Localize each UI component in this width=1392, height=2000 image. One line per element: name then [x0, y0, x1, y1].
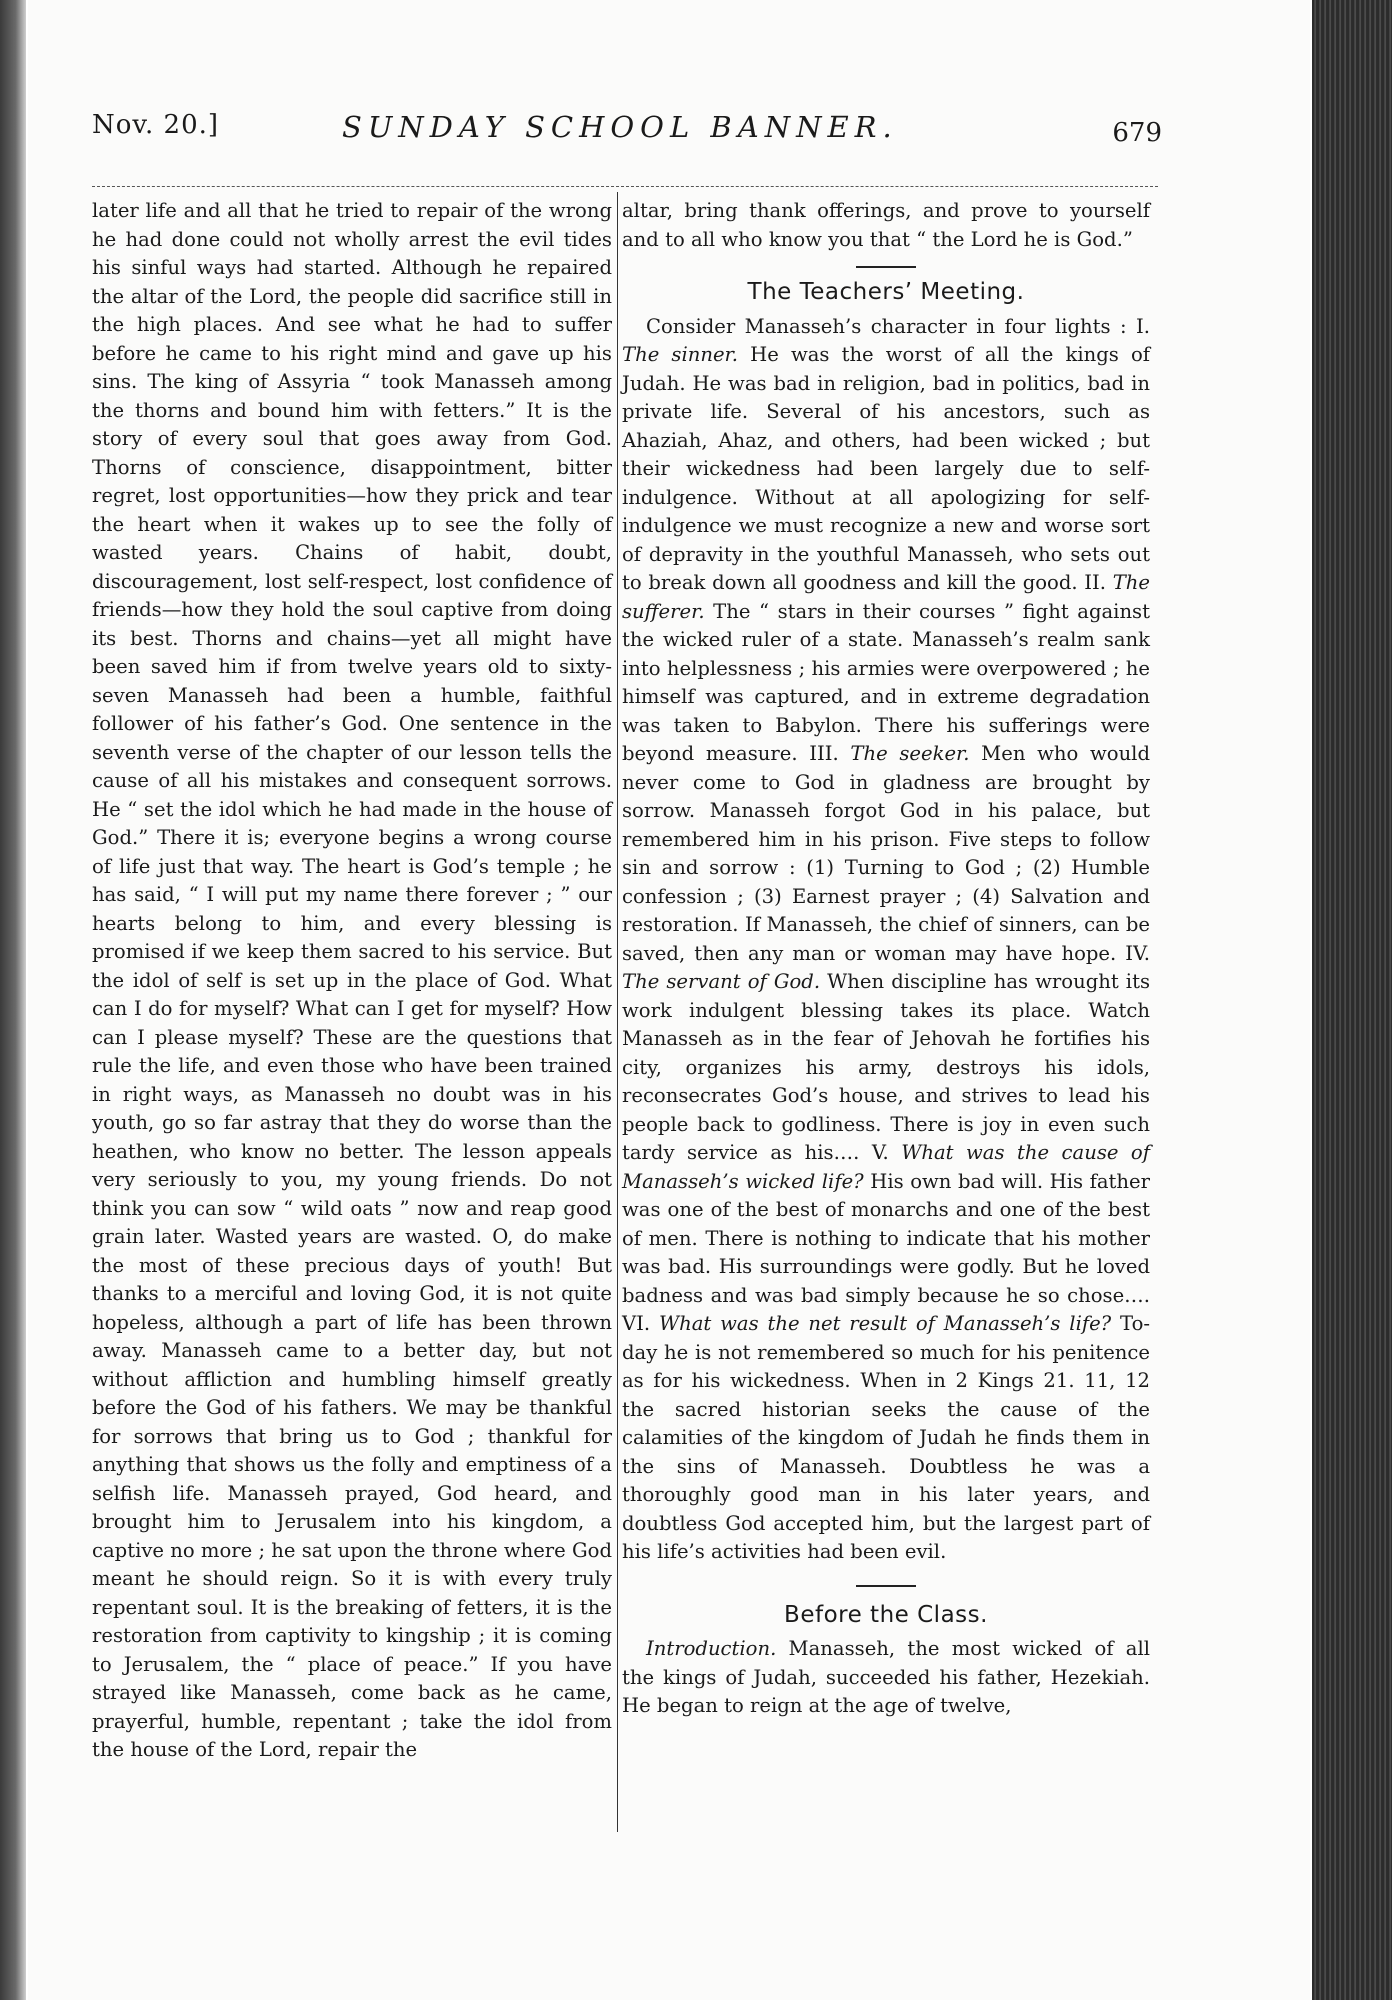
section-heading-teachers-meeting: The Teachers’ Meeting.	[747, 279, 1025, 305]
italic-run: What was the net result of Manasseh’s life?	[658, 1312, 1112, 1335]
header-rule	[92, 186, 1158, 187]
text-run: His own bad will. His father was one of the best of monarchs and one of the best of men. There is nothing to indicate that his mother was bad. His surroundings were godly. But he loved badness and was bad simply because he so chose…. VI.	[622, 1169, 1150, 1335]
italic-run: The servant of God.	[622, 970, 821, 993]
before-the-class-paragraph	[622, 1635, 1150, 1721]
teachers-meeting-paragraph	[622, 313, 1150, 1567]
page-number: 679	[1112, 118, 1162, 148]
text-run: The “ stars in their courses ” fight against the wicked ruler of a state. Manasseh’s realm sank into helplessness ; his armies were overpowered ; he himself was captured, and in extreme degradation was taken to Babylon. There his sufferings were beyond measure. III.	[622, 599, 1150, 765]
section-rule	[856, 1585, 916, 1587]
section-rule	[856, 266, 916, 268]
book-page-edges	[1312, 0, 1392, 2000]
italic-run: What was the cause of Manasseh’s wicked life?	[622, 1141, 1150, 1193]
italic-run: The sinner.	[622, 343, 739, 366]
left-column	[92, 197, 612, 1765]
left-column-text: later life and all that he tried to repair of the wrong he had done could not wholly arrest the evil tides his sinful ways had started. Although he repaired the altar of the Lord, the people did sacrifice still in the high places. And see what he had to suffer before he came to his right mind and gave up his sins. The king of Assyria “ took Manasseh among the thorns and bound him with fetters.” It is the story of every soul that goes away from God. Thorns of conscience, disappointment, bitter regret, lost opportunities—how they prick and tear the heart when it wakes up to see the folly of wasted years. Chains of habit, doubt, discouragement, lost self-respect, lost confidence of friends—how they hold the soul captive from doing its best. Thorns and chains—yet all might have been saved him if from twelve years old to sixty-seven Manasseh had been a humble, faithful follower of his father’s God. One sentence in the seventh verse of the chapter of our lesson tells the cause of all his mistakes and consequent sorrows. He “ set the idol which he had made in the house of God.” There it is; everyone begins a wrong course of life just that way. The heart is God’s temple ; he has said, “ I will put my name there forever ; ” our hearts belong to him, and every blessing is promised if we keep them sacred to his service. But the idol of self is set up in the place of God. What can I do for myself? What can I get for myself? How can I please myself? These are the questions that rule the life, and even those who have been trained in right ways, as Manasseh no doubt was in his youth, go so far astray that they do worse than the heathen, who know no better. The lesson appeals very seriously to you, my young friends. Do not think you can sow “ wild oats ” now and reap good grain later. Wasted years are wasted. O, do make the most of these precious days of youth! But thanks to a merciful and loving God, it is not quite hopeless, although a part of life has been thrown away. Manasseh came to a better day, but not without affliction and humbling himself greatly before the God of his fathers. We may be thankful for sorrows that bring us to God ; thankful for anything that shows us the folly and emptiness of a selfish life. Manasseh prayed, God heard, and brought him to Jerusalem into his kingdom, a captive no more ; he sat upon the throne where God meant he should reign. So it is with every truly repentant soul. It is the breaking of fetters, it is the restoration from captivity to kingship ; it is coming to Jerusalem, the “ place of peace.” If you have strayed like Manasseh, come back as he came, prayerful, humble, repentant ; take the idol from the house of the Lord, repair the	[92, 199, 612, 1761]
section-heading-before-the-class: Before the Class.	[784, 1601, 988, 1628]
running-header	[92, 110, 1162, 170]
text-run: To-day he is not remembered so much for his penitence as for his wickedness. When in 2 Kings 21. 11, 12 the sacred historian seeks the cause of the calamities of the kingdom of Judah he finds them in the sins of Manasseh. Doubtless he was a thoroughly good man in his later years, and doubtless God accepted him, but the largest part of his life’s activities had been evil.	[622, 1312, 1150, 1563]
text-run: Men who would never come to God in gladness are brought by sorrow. Manasseh forgot God in his palace, but remembered him in his prison. Five steps to follow sin and sorrow : (1) Turning to God ; (2) Humble confession ; (3) Earnest prayer ; (4) Salvation and restoration. If Manasseh, the chief of sinners, can be saved, then any man or woman may have hope. IV.	[622, 742, 1150, 965]
text-run: When discipline has wrought its work indulgent blessing takes its place. Watch Manasseh as in the fear of Jehovah he fortifies his city, organizes his army, destroys his idols, reconsecrates God’s house, and strives to lead his people back to godliness. There is joy in even such tardy service as his…. V.	[622, 970, 1151, 1164]
italic-run: Introduction.	[646, 1637, 777, 1660]
book-spine-left	[0, 0, 26, 2000]
column-divider	[617, 192, 618, 1832]
text-run: He was the worst of all the kings of Judah. He was bad in religion, bad in politics, bad in private life. Several of his ancestors, such as Ahaziah, Ahaz, and others, had been wicked ; but their wickedness had been largely due to self-indulgence. Without at all apologizing for self-indulgence we must recognize a new and worse sort of depravity in the youthful Manasseh, who sets out to break down all goodness and kill the good. II.	[622, 343, 1150, 594]
continuation-paragraph: altar, bring thank offerings, and prove to yourself and to all who know you that “ the Lord he is God.”	[622, 199, 1150, 251]
text-run: Consider Manasseh’s character in four lights : I.	[646, 314, 1150, 338]
header-date: Nov. 20.]	[92, 110, 220, 140]
text-run: Manasseh, the most wicked of all the kings of Judah, succeeded his father, Hezekiah. He began to reign at the age of twelve,	[622, 1637, 1150, 1717]
italic-run: The sufferer.	[622, 571, 1150, 623]
right-column	[622, 197, 1150, 1721]
italic-run: The seeker.	[850, 742, 970, 765]
header-title: SUNDAY SCHOOL BANNER.	[342, 110, 898, 144]
